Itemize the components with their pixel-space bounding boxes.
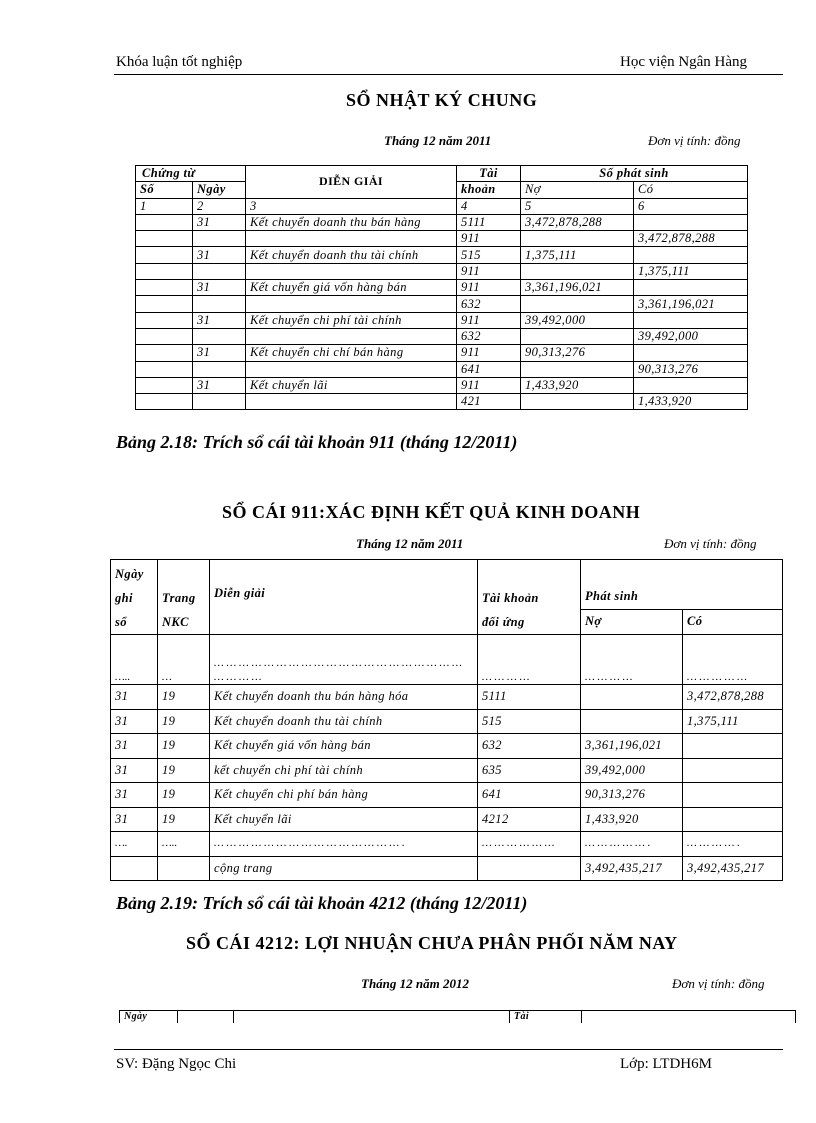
cell: [521, 394, 634, 410]
cell: [136, 231, 193, 247]
footer-right: Lớp: LTDH6M: [620, 1056, 712, 1072]
cell: [581, 709, 683, 734]
journal-index-row: [136, 198, 748, 214]
cell: [634, 345, 748, 361]
cell: 3,361,196,021: [521, 280, 634, 296]
cell: 3,472,878,288: [683, 685, 783, 710]
cell: 31: [111, 734, 158, 759]
cell: cộng trang: [210, 856, 478, 881]
journal-row: [136, 328, 748, 344]
head-dien-giai: DIỄN GIẢI: [246, 166, 457, 199]
cell: 31: [111, 709, 158, 734]
cell: 19: [158, 709, 210, 734]
cell: 19: [158, 807, 210, 832]
footer-rule: [114, 1049, 783, 1050]
journal-table: [135, 165, 748, 410]
cell: [136, 247, 193, 263]
cell: [521, 231, 634, 247]
head-trang-nkc: Trang NKC: [158, 560, 210, 635]
cell: [136, 263, 193, 279]
cell: [634, 247, 748, 263]
cell: 911: [457, 312, 521, 328]
cell: 635: [478, 758, 581, 783]
cell: 19: [158, 783, 210, 808]
journal-row: [136, 296, 748, 312]
ledger911-table: [110, 559, 783, 881]
ledger4212-head-row: [120, 1011, 796, 1024]
head-no: Nợ: [521, 182, 634, 198]
ledger911-row: [111, 685, 783, 710]
cell: Kết chuyển doanh thu bán hàng: [246, 214, 457, 230]
cell: [634, 280, 748, 296]
cell: … … … … .: [683, 832, 783, 857]
cell: [193, 394, 246, 410]
cell: 90,313,276: [521, 345, 634, 361]
cell: 641: [457, 361, 521, 377]
cell: [193, 328, 246, 344]
ledger911-row: [111, 758, 783, 783]
cell: 31: [111, 783, 158, 808]
cell: 632: [457, 296, 521, 312]
cell: [136, 361, 193, 377]
head-no: Nợ: [581, 609, 683, 634]
cell: [136, 394, 193, 410]
cell: 31: [193, 280, 246, 296]
cell: [683, 783, 783, 808]
cell: 19: [158, 734, 210, 759]
cell: 632: [457, 328, 521, 344]
cell: 911: [457, 263, 521, 279]
cell: ….: [111, 832, 158, 857]
journal-row: [136, 247, 748, 263]
cell: [193, 231, 246, 247]
cell: 39,492,000: [521, 312, 634, 328]
cell: Kết chuyển lãi: [246, 377, 457, 393]
cell: [246, 328, 457, 344]
cell: [193, 361, 246, 377]
cell: 3,492,435,217: [683, 856, 783, 881]
cell: [683, 758, 783, 783]
header-right: Học viện Ngân Hàng: [620, 54, 748, 70]
cell: 19: [158, 758, 210, 783]
cell: 2: [193, 198, 246, 214]
cell: 39,492,000: [634, 328, 748, 344]
head-co: Có: [683, 609, 783, 634]
head-dien-giai: Diễn giải: [210, 560, 478, 635]
cell: 1: [136, 198, 193, 214]
head-co: Có: [634, 182, 748, 198]
ledger911-row: [111, 783, 783, 808]
cell: 1,375,111: [521, 247, 634, 263]
cell: 5111: [457, 214, 521, 230]
head-so: Số: [136, 182, 193, 198]
journal-row: [136, 377, 748, 393]
cell: 421: [457, 394, 521, 410]
cell: [193, 296, 246, 312]
head-tai-khoan: Tài khoản đối ứng: [478, 560, 581, 635]
ledger4212-table: [119, 1010, 796, 1023]
cell: …..: [158, 832, 210, 857]
cell: Kết chuyển doanh thu tài chính: [210, 709, 478, 734]
cell: … … … … … … … … … … … … … … … … … … … … … … … …: [210, 635, 478, 685]
caption-911: Bảng 2.18: Trích sổ cái tài khoản 911 (tháng 12/2011): [116, 432, 518, 452]
head-ngay: Ngày: [193, 182, 246, 198]
cell: [136, 214, 193, 230]
ledger911-head-row: [111, 560, 783, 585]
cell: 4: [457, 198, 521, 214]
cell: [136, 312, 193, 328]
cell: [683, 734, 783, 759]
ledger911-dots-row: [111, 635, 783, 685]
cell: [158, 856, 210, 881]
cell: 3,492,435,217: [581, 856, 683, 881]
cell: Kết chuyển chi chí bán hàng: [246, 345, 457, 361]
cell: 3,361,196,021: [634, 296, 748, 312]
cell: [246, 296, 457, 312]
cell: Kết chuyển lãi: [210, 807, 478, 832]
journal-period: Tháng 12 năm 2011: [384, 133, 492, 148]
cell: Kết chuyển chi phí tài chính: [246, 312, 457, 328]
journal-row: [136, 280, 748, 296]
cell: 31: [193, 312, 246, 328]
cell: 515: [457, 247, 521, 263]
journal-row: [136, 361, 748, 377]
head-khoan: khoản: [457, 182, 521, 198]
cell: [246, 394, 457, 410]
cell: … … … … … .: [581, 832, 683, 857]
cell: [634, 214, 748, 230]
ledger911-unit: Đơn vị tính: đồng: [664, 536, 757, 551]
cell: 31: [111, 807, 158, 832]
head-tai: Tài: [510, 1011, 582, 1024]
ledger911-dots-row: [111, 832, 783, 857]
caption-4212: Bảng 2.19: Trích sổ cái tài khoản 4212 (tháng 12/2011): [116, 893, 528, 913]
cell: [136, 280, 193, 296]
cell: 911: [457, 345, 521, 361]
cell: [683, 807, 783, 832]
journal-row: [136, 345, 748, 361]
cell: 90,313,276: [581, 783, 683, 808]
cell: [634, 377, 748, 393]
cell: 5111: [478, 685, 581, 710]
cell: 31: [111, 758, 158, 783]
journal-row: [136, 312, 748, 328]
cell: 31: [193, 247, 246, 263]
footer-left: SV: Đặng Ngọc Chi: [116, 1056, 237, 1072]
head-so-phat-sinh: Số phát sinh: [521, 166, 748, 182]
cell: [521, 328, 634, 344]
cell: 19: [158, 685, 210, 710]
cell: Kết chuyển chi phí bán hàng: [210, 783, 478, 808]
cell: 911: [457, 231, 521, 247]
cell: [136, 377, 193, 393]
journal-row: [136, 231, 748, 247]
journal-row: [136, 263, 748, 279]
cell: [521, 296, 634, 312]
cell: 39,492,000: [581, 758, 683, 783]
cell: …: [158, 635, 210, 685]
cell: [521, 361, 634, 377]
cell: [111, 856, 158, 881]
cell: [136, 328, 193, 344]
cell: [246, 231, 457, 247]
cell: 31: [193, 377, 246, 393]
head-chung-tu: Chứng từ: [136, 166, 246, 182]
cell: 1,433,920: [581, 807, 683, 832]
cell: …..: [111, 635, 158, 685]
ledger4212-title: SỔ CÁI 4212: LỢI NHUẬN CHƯA PHÂN PHỐI NĂM NAY: [186, 933, 678, 953]
head-ngay: Ngày: [120, 1011, 178, 1024]
header-rule: [114, 74, 783, 75]
cell: 1,375,111: [634, 263, 748, 279]
cell: 3,472,878,288: [521, 214, 634, 230]
head-tai: Tài: [457, 166, 521, 182]
cell: [581, 685, 683, 710]
ledger911-row: [111, 734, 783, 759]
cell: 3: [246, 198, 457, 214]
cell: 911: [457, 377, 521, 393]
cell: 31: [111, 685, 158, 710]
ledger911-row: [111, 807, 783, 832]
journal-row: [136, 394, 748, 410]
cell: Kết chuyển doanh thu bán hàng hóa: [210, 685, 478, 710]
cell: [634, 312, 748, 328]
cell: 5: [521, 198, 634, 214]
cell: Kết chuyển giá vốn hàng bán: [246, 280, 457, 296]
cell: [193, 263, 246, 279]
cell: [521, 263, 634, 279]
cell: 3,361,196,021: [581, 734, 683, 759]
cell: 911: [457, 280, 521, 296]
cell: 632: [478, 734, 581, 759]
cell: [136, 345, 193, 361]
cell: 6: [634, 198, 748, 214]
head-ngay-ghi-so: Ngày ghi sổ: [111, 560, 158, 635]
ledger4212-period: Tháng 12 năm 2012: [361, 976, 469, 991]
cell: 31: [193, 345, 246, 361]
cell: 3,472,878,288: [634, 231, 748, 247]
cell: … … … …: [581, 635, 683, 685]
cell: … … … … …: [683, 635, 783, 685]
cell: … … … … … … … … … … … … … … … .: [210, 832, 478, 857]
cell: 1,375,111: [683, 709, 783, 734]
cell: … … … … … …: [478, 832, 581, 857]
cell: 1,433,920: [634, 394, 748, 410]
ledger911-period: Tháng 12 năm 2011: [356, 536, 464, 551]
header-left: Khóa luận tốt nghiệp: [116, 54, 243, 70]
ledger911-title: SỔ CÁI 911:XÁC ĐỊNH KẾT QUẢ KINH DOANH: [222, 502, 641, 522]
cell: 31: [193, 214, 246, 230]
cell: 4212: [478, 807, 581, 832]
cell: 1,433,920: [521, 377, 634, 393]
cell: 515: [478, 709, 581, 734]
ledger4212-unit: Đơn vị tính: đồng: [672, 976, 765, 991]
head-phat-sinh: Phát sinh: [581, 584, 783, 609]
cell: [246, 361, 457, 377]
cell: 641: [478, 783, 581, 808]
cell: [478, 856, 581, 881]
ledger911-total-row: [111, 856, 783, 881]
journal-row: [136, 214, 748, 230]
cell: Kết chuyển giá vốn hàng bán: [210, 734, 478, 759]
cell: … … … …: [478, 635, 581, 685]
cell: [136, 296, 193, 312]
ledger911-row: [111, 709, 783, 734]
cell: kết chuyển chi phí tài chính: [210, 758, 478, 783]
journal-unit: Đơn vị tính: đồng: [648, 133, 741, 148]
journal-head-row: [136, 166, 748, 182]
journal-title: SỔ NHẬT KÝ CHUNG: [346, 90, 538, 110]
cell: 90,313,276: [634, 361, 748, 377]
cell: [246, 263, 457, 279]
cell: Kết chuyển doanh thu tài chính: [246, 247, 457, 263]
